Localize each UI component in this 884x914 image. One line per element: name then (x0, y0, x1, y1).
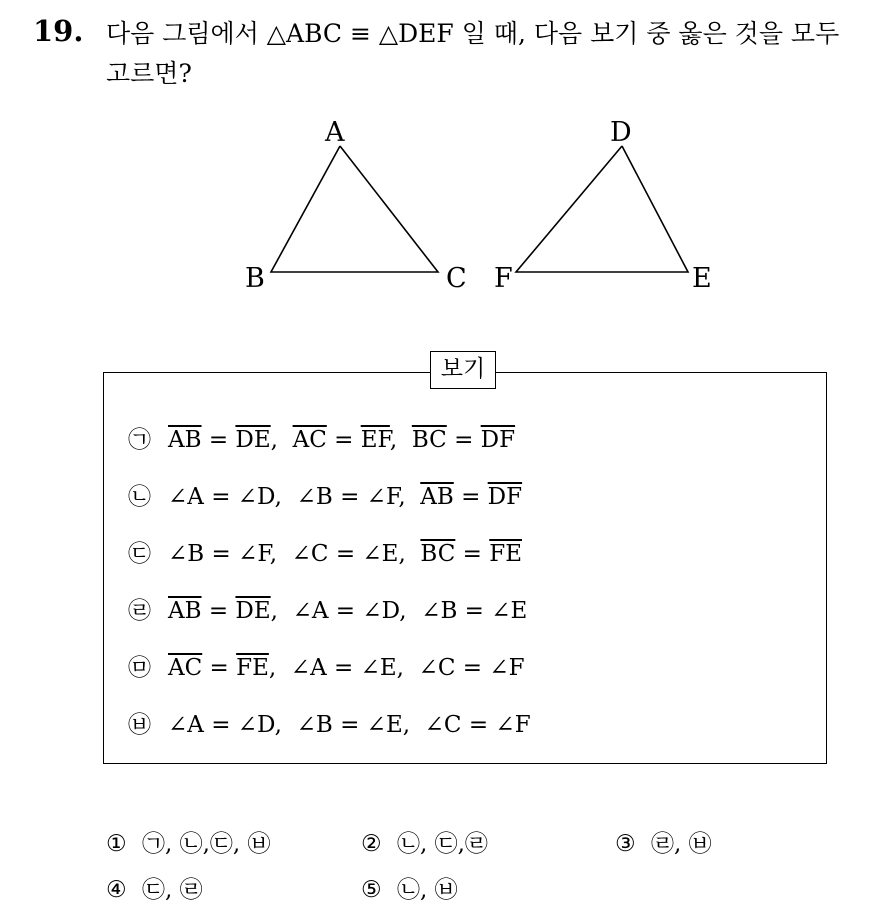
choice-4-text: ㉢, ㉣ (142, 877, 203, 903)
choice-1[interactable] (106, 826, 271, 862)
segment-notation: $\overline{EF}$ (360, 427, 390, 453)
choice-5-number: ⑤ (361, 877, 382, 903)
bogi-title: 보기 (430, 351, 496, 389)
vertex-label-b: B (245, 263, 265, 294)
choice-2[interactable] (361, 826, 488, 862)
segment-notation: $\overline{AC}$ (168, 655, 203, 681)
question-line-2: 고르면? (106, 59, 192, 88)
choice-5-text: ㉡, ㉥ (397, 877, 458, 903)
triangles-figure (0, 0, 884, 300)
segment-notation: $\overline{BC}$ (420, 541, 456, 567)
relation-text: = (202, 655, 237, 681)
bogi-item-4 (128, 591, 527, 631)
relation-text: ∠A = ∠D, ∠B = ∠F, (168, 484, 421, 510)
relation-text: = (446, 427, 481, 453)
bogi-item-4-mark: ㉣ (128, 598, 151, 624)
choice-1-text: ㉠, ㉡,㉢, ㉥ (142, 831, 271, 857)
vertex-label-a: A (325, 117, 345, 148)
bogi-item-5-mark: ㉤ (128, 655, 151, 681)
bogi-item-1-mark: ㉠ (128, 427, 151, 453)
choice-3-number: ③ (615, 831, 636, 857)
segment-notation: $\overline{FE}$ (236, 655, 269, 681)
bogi-item-1 (128, 420, 515, 460)
relation-text: = (326, 427, 361, 453)
relation-text: ∠A = ∠D, ∠B = ∠E, ∠C = ∠F (168, 712, 531, 738)
segment-notation: $\overline{AB}$ (168, 598, 202, 624)
choice-5[interactable] (361, 872, 458, 908)
relation-text: , (270, 427, 293, 453)
choice-2-text: ㉡, ㉢,㉣ (397, 831, 488, 857)
relation-text: = (201, 598, 236, 624)
relation-text: , ∠A = ∠D, ∠B = ∠E (270, 598, 528, 624)
segment-notation: $\overline{DE}$ (235, 427, 271, 453)
segment-notation: $\overline{DF}$ (480, 427, 516, 453)
segment-notation: $\overline{AB}$ (168, 427, 202, 453)
segment-notation: $\overline{AC}$ (292, 427, 327, 453)
triangle-def-edges (516, 146, 688, 272)
segment-notation: $\overline{DE}$ (235, 598, 271, 624)
vertex-label-c: C (446, 263, 467, 294)
relation-text: ∠B = ∠F, ∠C = ∠E, (168, 541, 421, 567)
choice-4[interactable] (106, 872, 203, 908)
relation-text: , ∠A = ∠E, ∠C = ∠F (268, 655, 525, 681)
choice-1-number: ① (106, 831, 127, 857)
choice-3[interactable] (615, 826, 712, 862)
bogi-item-2 (128, 477, 522, 517)
vertex-label-d: D (610, 117, 632, 148)
choice-4-number: ④ (106, 877, 127, 903)
triangle-abc-edges (271, 146, 438, 272)
segment-notation: $\overline{DF}$ (487, 484, 523, 510)
relation-text: = (201, 427, 236, 453)
segment-notation: $\overline{FE}$ (489, 541, 522, 567)
bogi-item-5 (128, 648, 525, 688)
triangle-def (516, 146, 688, 272)
question-number: 19. (33, 14, 84, 48)
bogi-item-6 (128, 705, 531, 745)
choice-3-text: ㉣, ㉥ (651, 831, 712, 857)
relation-text: = (453, 484, 488, 510)
question-line-1: 다음 그림에서 △ABC ≡ △DEF 일 때, 다음 보기 중 옳은 것을 모두 (106, 19, 840, 48)
triangle-abc (271, 146, 438, 272)
vertex-label-f: F (494, 263, 513, 294)
relation-text: = (455, 541, 490, 567)
bogi-item-3-mark: ㉢ (128, 541, 151, 567)
segment-notation: $\overline{AB}$ (420, 484, 454, 510)
bogi-item-6-mark: ㉥ (128, 712, 151, 738)
relation-text: , (389, 427, 412, 453)
bogi-item-3 (128, 534, 522, 574)
choice-2-number: ② (361, 831, 382, 857)
vertex-label-e: E (692, 263, 712, 294)
segment-notation: $\overline{BC}$ (411, 427, 447, 453)
bogi-item-2-mark: ㉡ (128, 484, 151, 510)
